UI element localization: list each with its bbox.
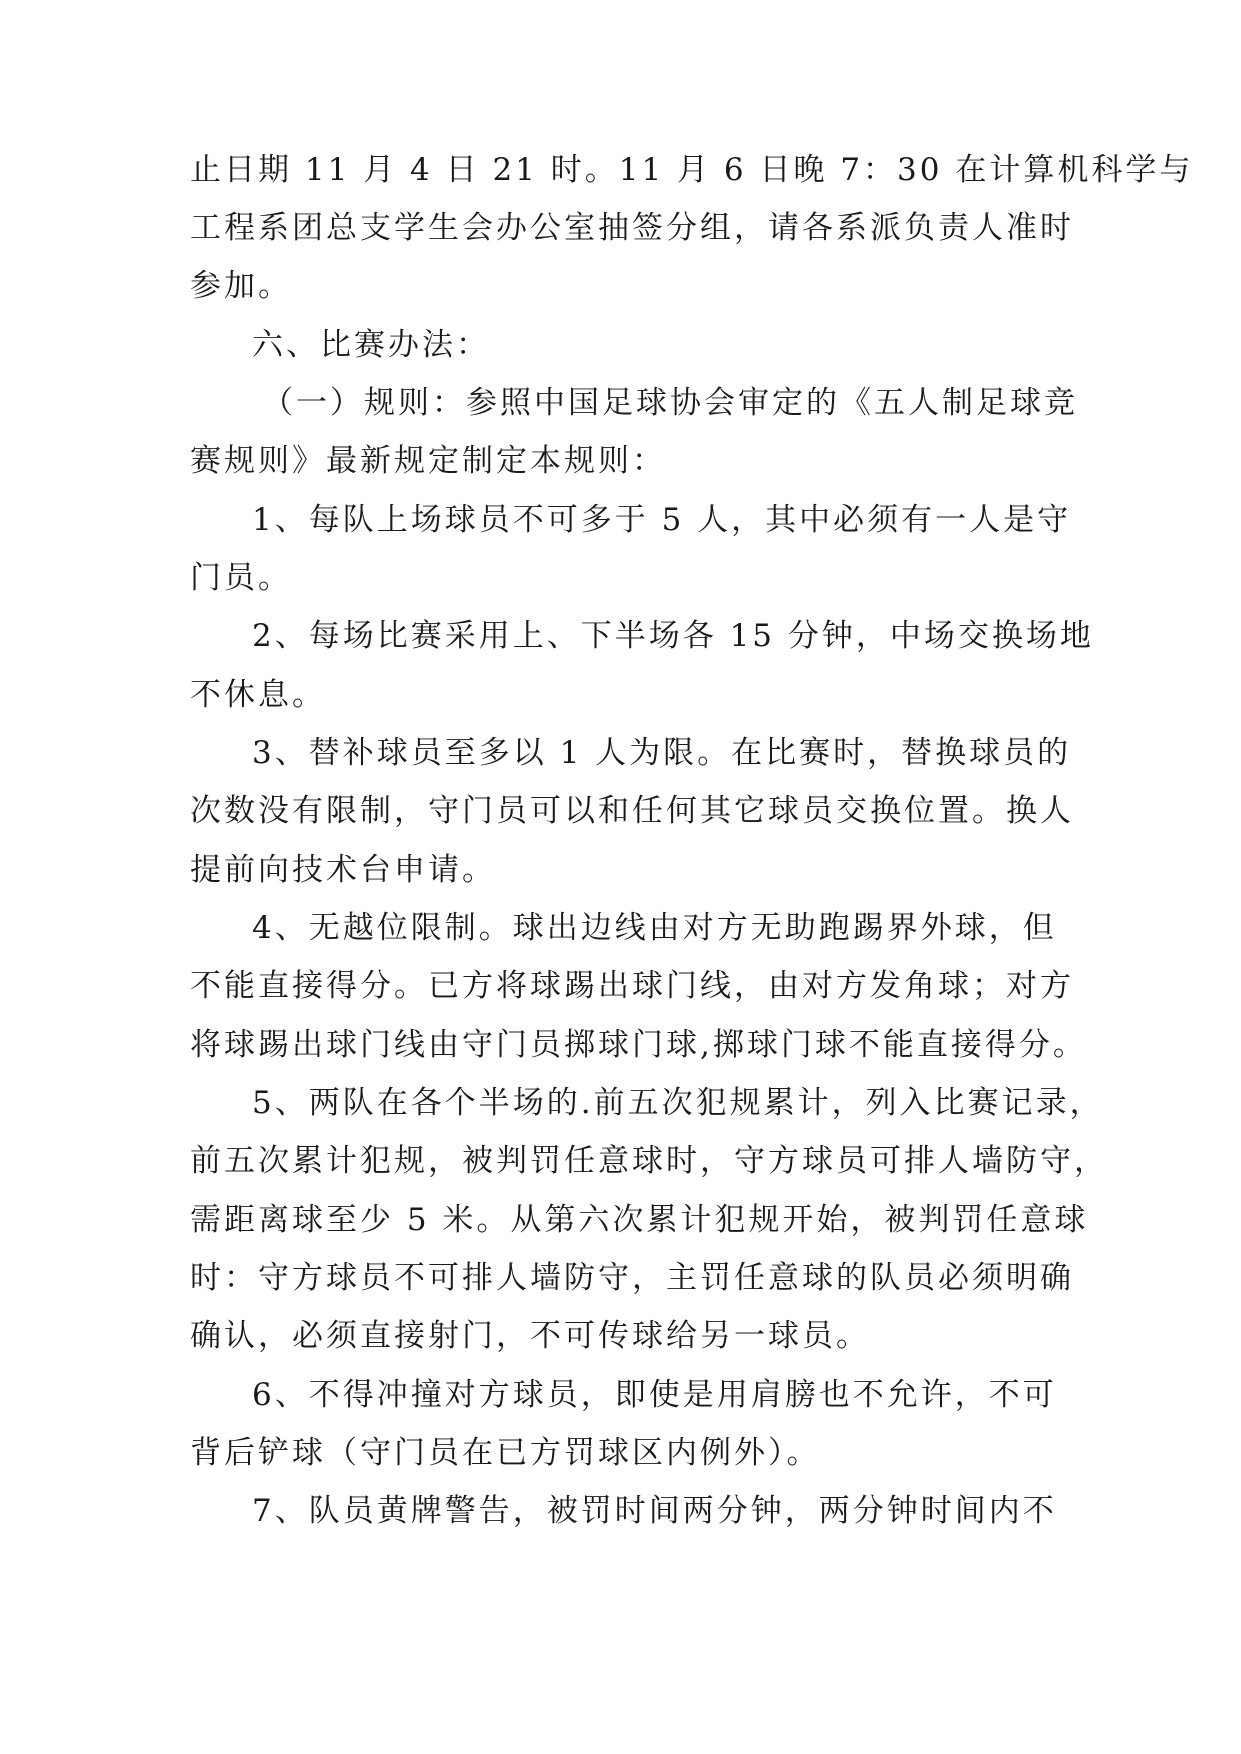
text-line: 不休息。 <box>190 677 326 713</box>
text-line: 提前向技术台申请。 <box>190 852 496 888</box>
text-line: 时：守方球员不可排人墙防守，主罚任意球的队员必须明确 <box>190 1260 1074 1296</box>
subsection-heading: （一）规则：参照中国足球协会审定的《五人制足球竞 <box>262 385 1078 421</box>
text-line: 参加。 <box>190 268 292 304</box>
text-line: 需距离球至少 5 米。从第六次累计犯规开始，被判罚任意球 <box>190 1202 1089 1238</box>
rule-item: 7、队员黄牌警告，被罚时间两分钟，两分钟时间内不 <box>252 1493 1057 1529</box>
text-line: 背后铲球（守门员在已方罚球区内例外）。 <box>190 1435 821 1471</box>
text-line: 次数没有限制，守门员可以和任何其它球员交换位置。换人 <box>190 793 1074 829</box>
text-line: 门员。 <box>190 560 292 596</box>
text-line: 将球踢出球门线由守门员掷球门球,掷球门球不能直接得分。 <box>190 1027 1087 1063</box>
text-line: 止日期 11 月 4 日 21 时。11 月 6 日晚 7：30 在计算机科学与 <box>190 152 1194 188</box>
section-heading: 六、比赛办法： <box>252 327 490 363</box>
rule-item: 2、每场比赛采用上、下半场各 15 分钟，中场交换场地 <box>252 618 1094 654</box>
text-line: 不能直接得分。已方将球踢出球门线，由对方发角球；对方 <box>190 968 1074 1004</box>
rule-item: 4、无越位限制。球出边线由对方无助跑踢界外球，但 <box>252 910 1057 946</box>
rule-item: 5、两队在各个半场的.前五次犯规累计，列入比赛记录， <box>252 1085 1104 1121</box>
rule-item: 1、每队上场球员不可多于 5 人，其中必须有一人是守 <box>252 502 1072 538</box>
rule-item: 6、不得冲撞对方球员，即使是用肩膀也不允许，不可 <box>252 1377 1057 1413</box>
rule-item: 3、替补球员至多以 1 人为限。在比赛时，替换球员的 <box>252 735 1072 771</box>
text-line: 工程系团总支学生会办公室抽签分组，请各系派负责人准时 <box>190 210 1074 246</box>
text-line: 确认，必须直接射门，不可传球给另一球员。 <box>190 1318 870 1354</box>
text-line: 前五次累计犯规，被判罚任意球时，守方球员可排人墙防守， <box>190 1143 1108 1179</box>
text-line: 赛规则》最新规定制定本规则： <box>190 443 666 479</box>
